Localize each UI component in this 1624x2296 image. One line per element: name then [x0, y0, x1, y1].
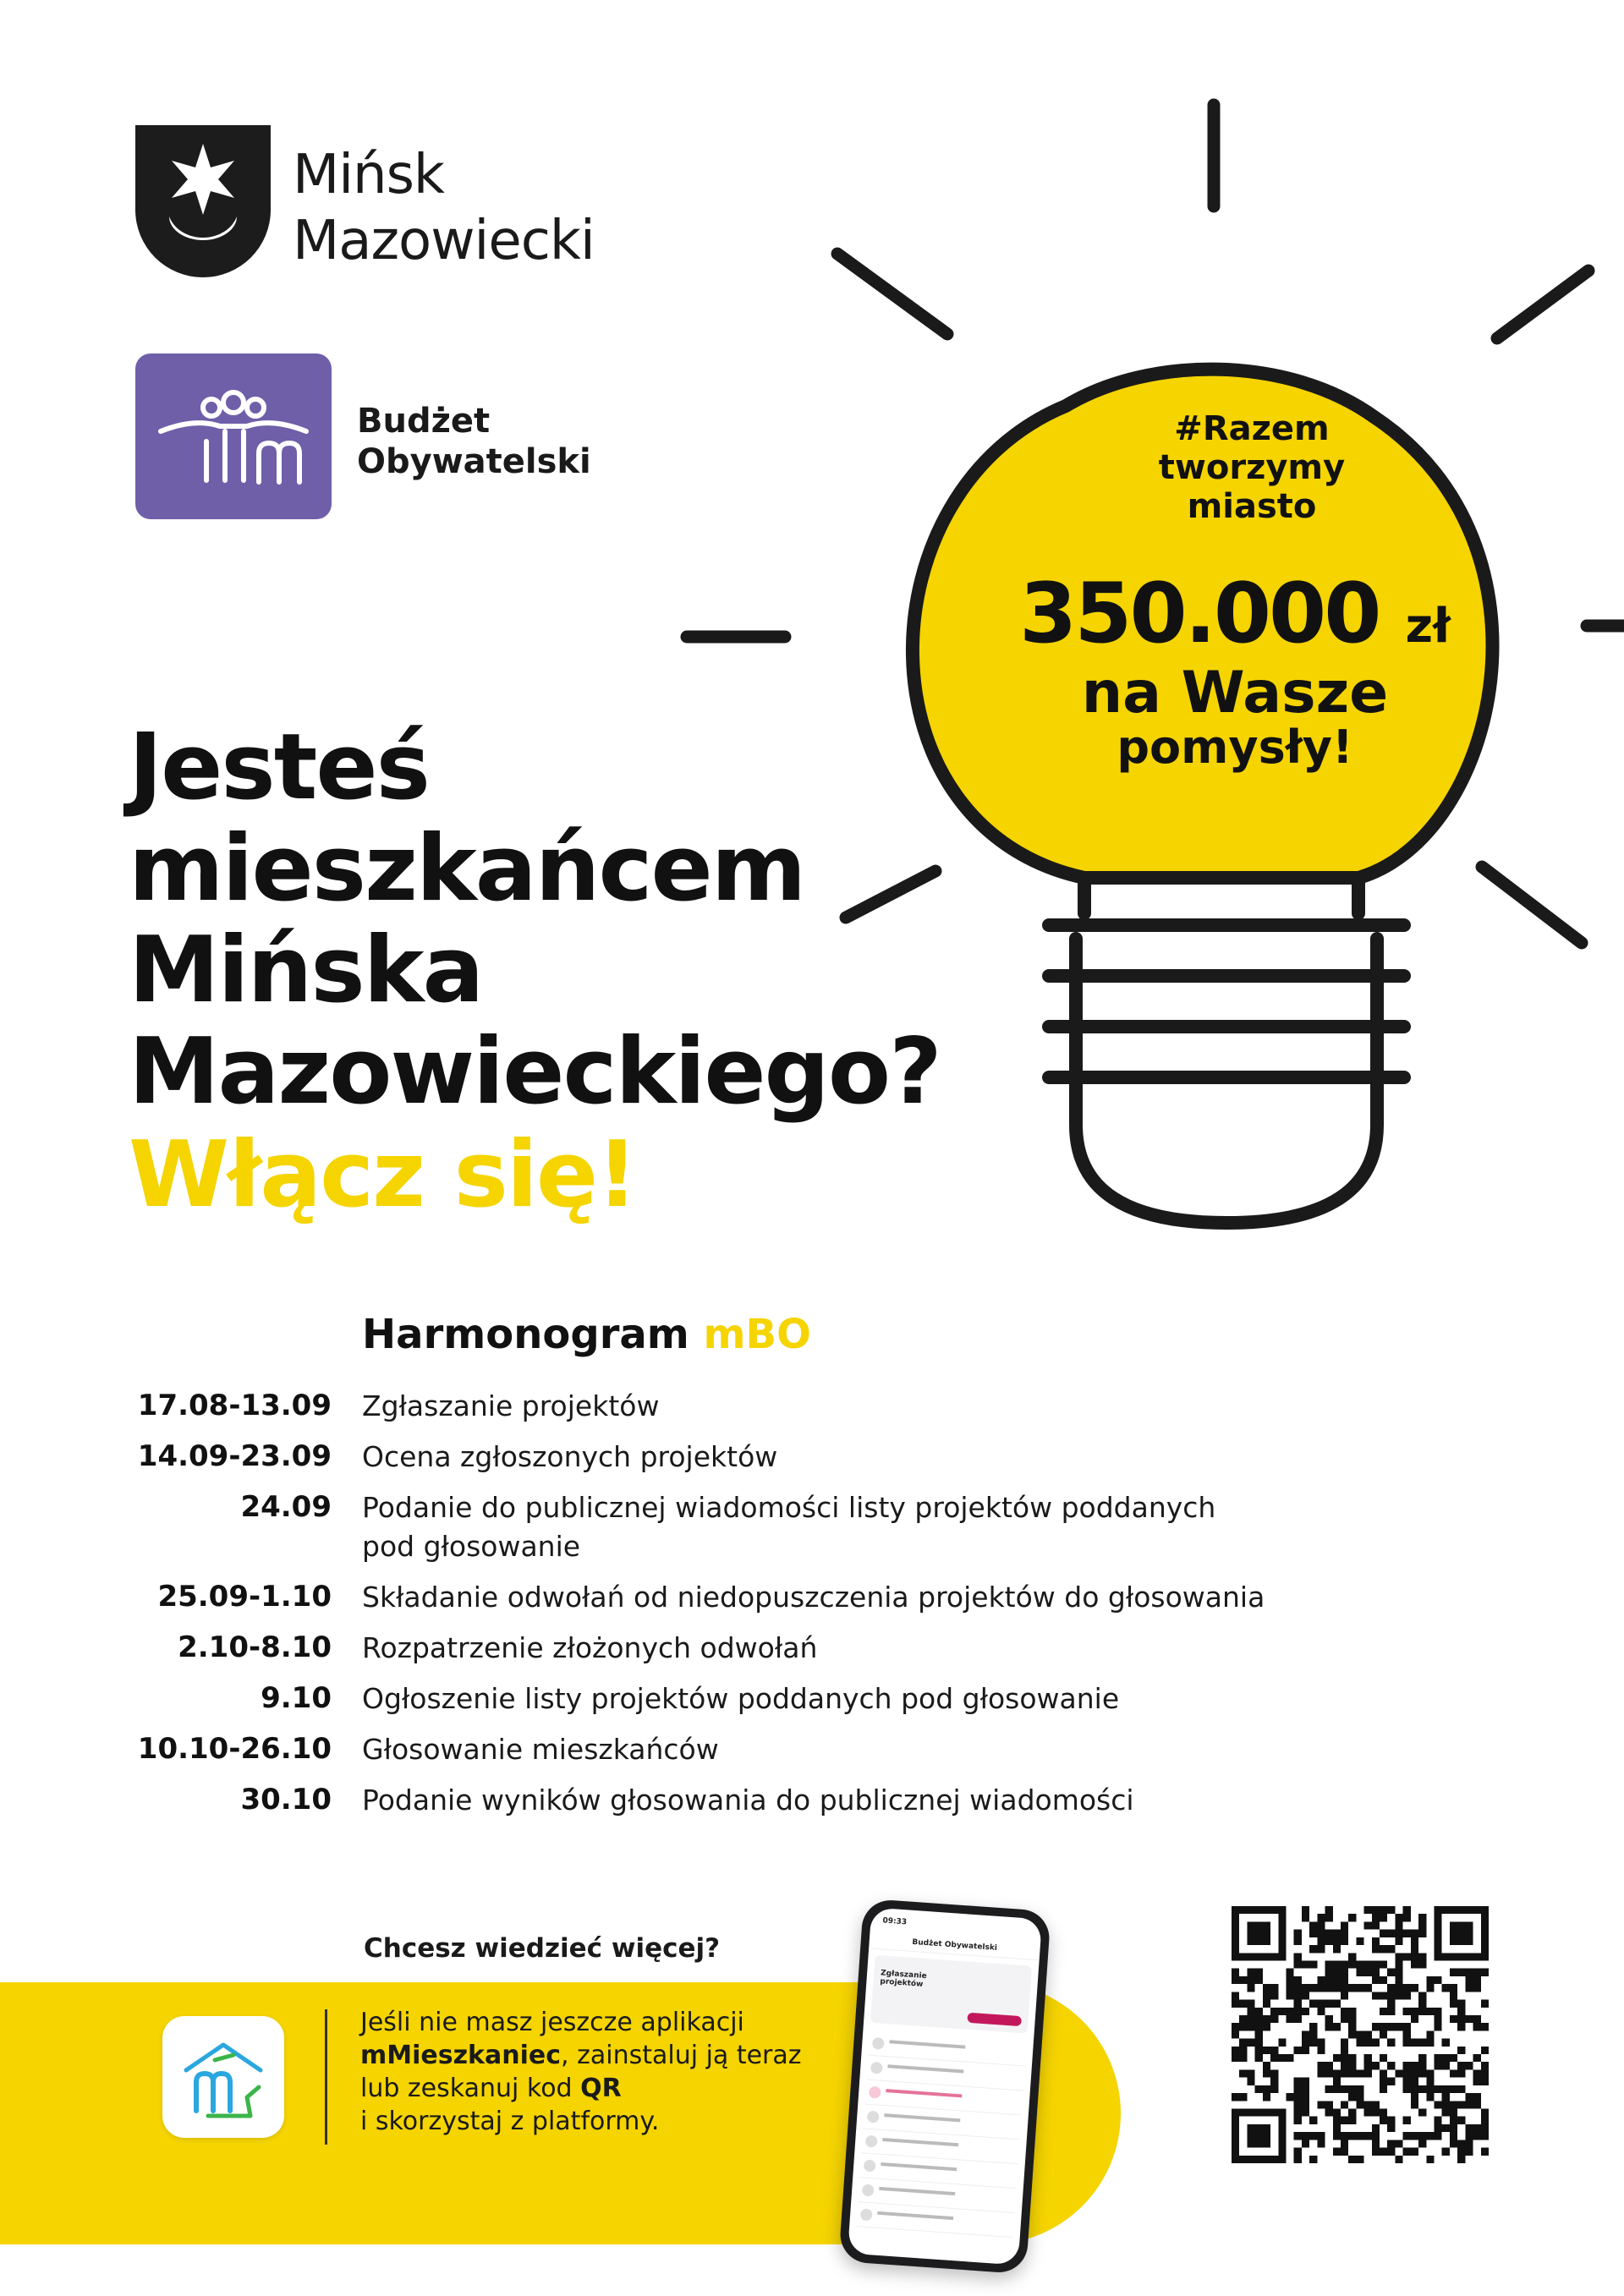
headline-line4: Mazowieckiego?	[129, 1019, 941, 1125]
schedule-date: 25.09-1.10	[157, 1580, 332, 1614]
schedule-title-text: Harmonogram	[362, 1311, 689, 1358]
mmieszkaniec-app-icon[interactable]	[162, 2016, 284, 2138]
promo-text-2: , zainstaluj ją teraz	[561, 2041, 802, 2070]
headline-line3: Mińska	[129, 918, 483, 1023]
slogan-line1: #Razem	[1174, 409, 1330, 448]
schedule-desc: Rozpatrzenie złożonych odwołań	[362, 1631, 818, 1664]
schedule-row	[85, 1387, 1404, 1426]
budget-logo	[135, 353, 694, 519]
schedule-desc: Podanie wyników głosowania do publicznej wiadomości	[362, 1784, 1134, 1817]
schedule-date: 9.10	[261, 1681, 332, 1715]
budget-amount	[964, 567, 1506, 674]
ideas-line1: na Wasze	[1081, 660, 1389, 726]
schedule-desc: Zgłaszanie projektów	[362, 1389, 660, 1422]
budget-name-line2: Obywatelski	[357, 442, 591, 481]
bulb-slogan	[1015, 409, 1489, 526]
schedule-title-accent: mBO	[703, 1311, 811, 1358]
budget-people-icon	[135, 353, 332, 519]
phone-card	[870, 1955, 1032, 2034]
phone-screen	[848, 1907, 1042, 2265]
schedule-title	[362, 1311, 811, 1358]
amount-value: 350.000	[1019, 566, 1380, 662]
headline	[129, 717, 1059, 1226]
app-promo-text	[360, 2006, 885, 2138]
schedule-row	[85, 1730, 1404, 1769]
schedule-date: 2.10-8.10	[178, 1630, 332, 1664]
budget-name	[357, 401, 591, 482]
city-crest-icon	[135, 125, 271, 277]
city-name	[293, 142, 595, 274]
schedule-date: 10.10-26.10	[137, 1732, 332, 1766]
schedule-date: 17.08-13.09	[137, 1389, 332, 1422]
phone-mockup	[838, 1899, 1051, 2274]
promo-divider	[325, 2009, 327, 2145]
headline-line1: Jesteś	[129, 715, 429, 820]
more-info-question: Chcesz wiedzieć więcej?	[364, 1933, 721, 1964]
budget-logo-box	[135, 353, 332, 519]
budget-name-line1: Budżet	[357, 402, 491, 441]
promo-text-4: i skorzystaj z platformy.	[360, 2107, 660, 2136]
ideas-line2: pomysły!	[1116, 721, 1353, 774]
phone-card-button	[967, 2013, 1022, 2026]
promo-qr-label: QR	[580, 2074, 622, 2103]
city-logo	[135, 125, 626, 277]
phone-card-title: Zgłaszanie projektów	[880, 1969, 928, 1989]
promo-text-1: Jeśli nie masz jeszcze aplikacji	[360, 2008, 744, 2037]
phone-header: Budżet Obywatelski	[869, 1931, 1040, 1960]
slogan-line2: tworzymy	[1158, 448, 1346, 487]
headline-cta: Włącz się!	[129, 1122, 637, 1228]
amount-currency: zł	[1405, 599, 1451, 654]
city-name-line2: Mazowiecki	[293, 210, 595, 272]
schedule-desc: Podanie do publicznej wiadomości listy projektów poddanych pod głosowanie	[362, 1491, 1216, 1563]
schedule-row	[85, 1781, 1404, 1820]
promo-app-name: mMieszkaniec	[360, 2041, 562, 2070]
schedule-row	[85, 1438, 1404, 1477]
schedule-row	[85, 1680, 1404, 1718]
schedule-row	[85, 1629, 1404, 1668]
promo-text-3: lub zeskanuj kod	[360, 2074, 581, 2103]
schedule-desc: Ocena zgłoszonych projektów	[362, 1440, 778, 1473]
schedule-list	[85, 1387, 1404, 1832]
city-name-line1: Mińsk	[293, 144, 444, 206]
slogan-line3: miasto	[1187, 487, 1317, 526]
mmieszkaniec-logo	[162, 2016, 284, 2138]
schedule-desc: Składanie odwołań od niedopuszczenia projektów do głosowania	[362, 1581, 1265, 1614]
schedule-date: 24.09	[240, 1490, 332, 1524]
schedule-desc: Głosowanie mieszkańców	[362, 1733, 719, 1766]
schedule-date: 14.09-23.09	[137, 1439, 332, 1473]
schedule-row	[85, 1578, 1404, 1617]
schedule-desc: Ogłoszenie listy projektów poddanych pod głosowanie	[362, 1682, 1120, 1715]
headline-line2: mieszkańcem	[129, 816, 805, 922]
qr-code-icon[interactable]	[1232, 1906, 1489, 2163]
schedule-date: 30.10	[240, 1783, 332, 1817]
phone-list	[856, 2031, 1027, 2238]
schedule-row	[85, 1488, 1404, 1566]
phone-time: 09:33	[882, 1916, 908, 1927]
